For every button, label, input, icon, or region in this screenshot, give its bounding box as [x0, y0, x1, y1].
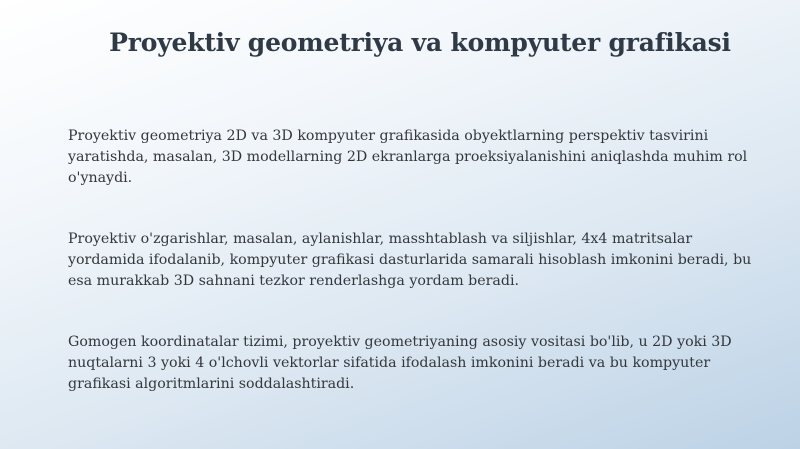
paragraph-transformations: Proyektiv o'zgarishlar, masalan, aylanishlar, masshtablash va siljishlar, 4x4 matritsalar yordamida ifodalanib, kompyuter grafikasi dasturlarida samarali hisoblash imkonini beradi, bu esa murakkab 3D sahnani tezkor renderlashga yordam beradi.	[68, 231, 752, 289]
paragraph-perspective: Proyektiv geometriya 2D va 3D kompyuter grafikasida obyektlarning perspektiv tasvirini yaratishda, masalan, 3D modellarning 2D ekranlarga proeksiyalanishini aniqlashda muhim rol o'ynaydi.	[68, 128, 748, 186]
slide-title: Proyektiv geometriya va kompyuter grafikasi	[109, 28, 731, 57]
paragraph-homogeneous-coordinates: Gomogen koordinatalar tizimi, proyektiv geometriyaning asosiy vositasi bo'lib, u 2D yoki 3D nuqtalarni 3 yoki 4 o'lchovli vektorlar sifatida ifodalash imkonini beradi va bu kompyuter grafikasi algoritmlarini soddalashtiradi.	[68, 334, 732, 392]
